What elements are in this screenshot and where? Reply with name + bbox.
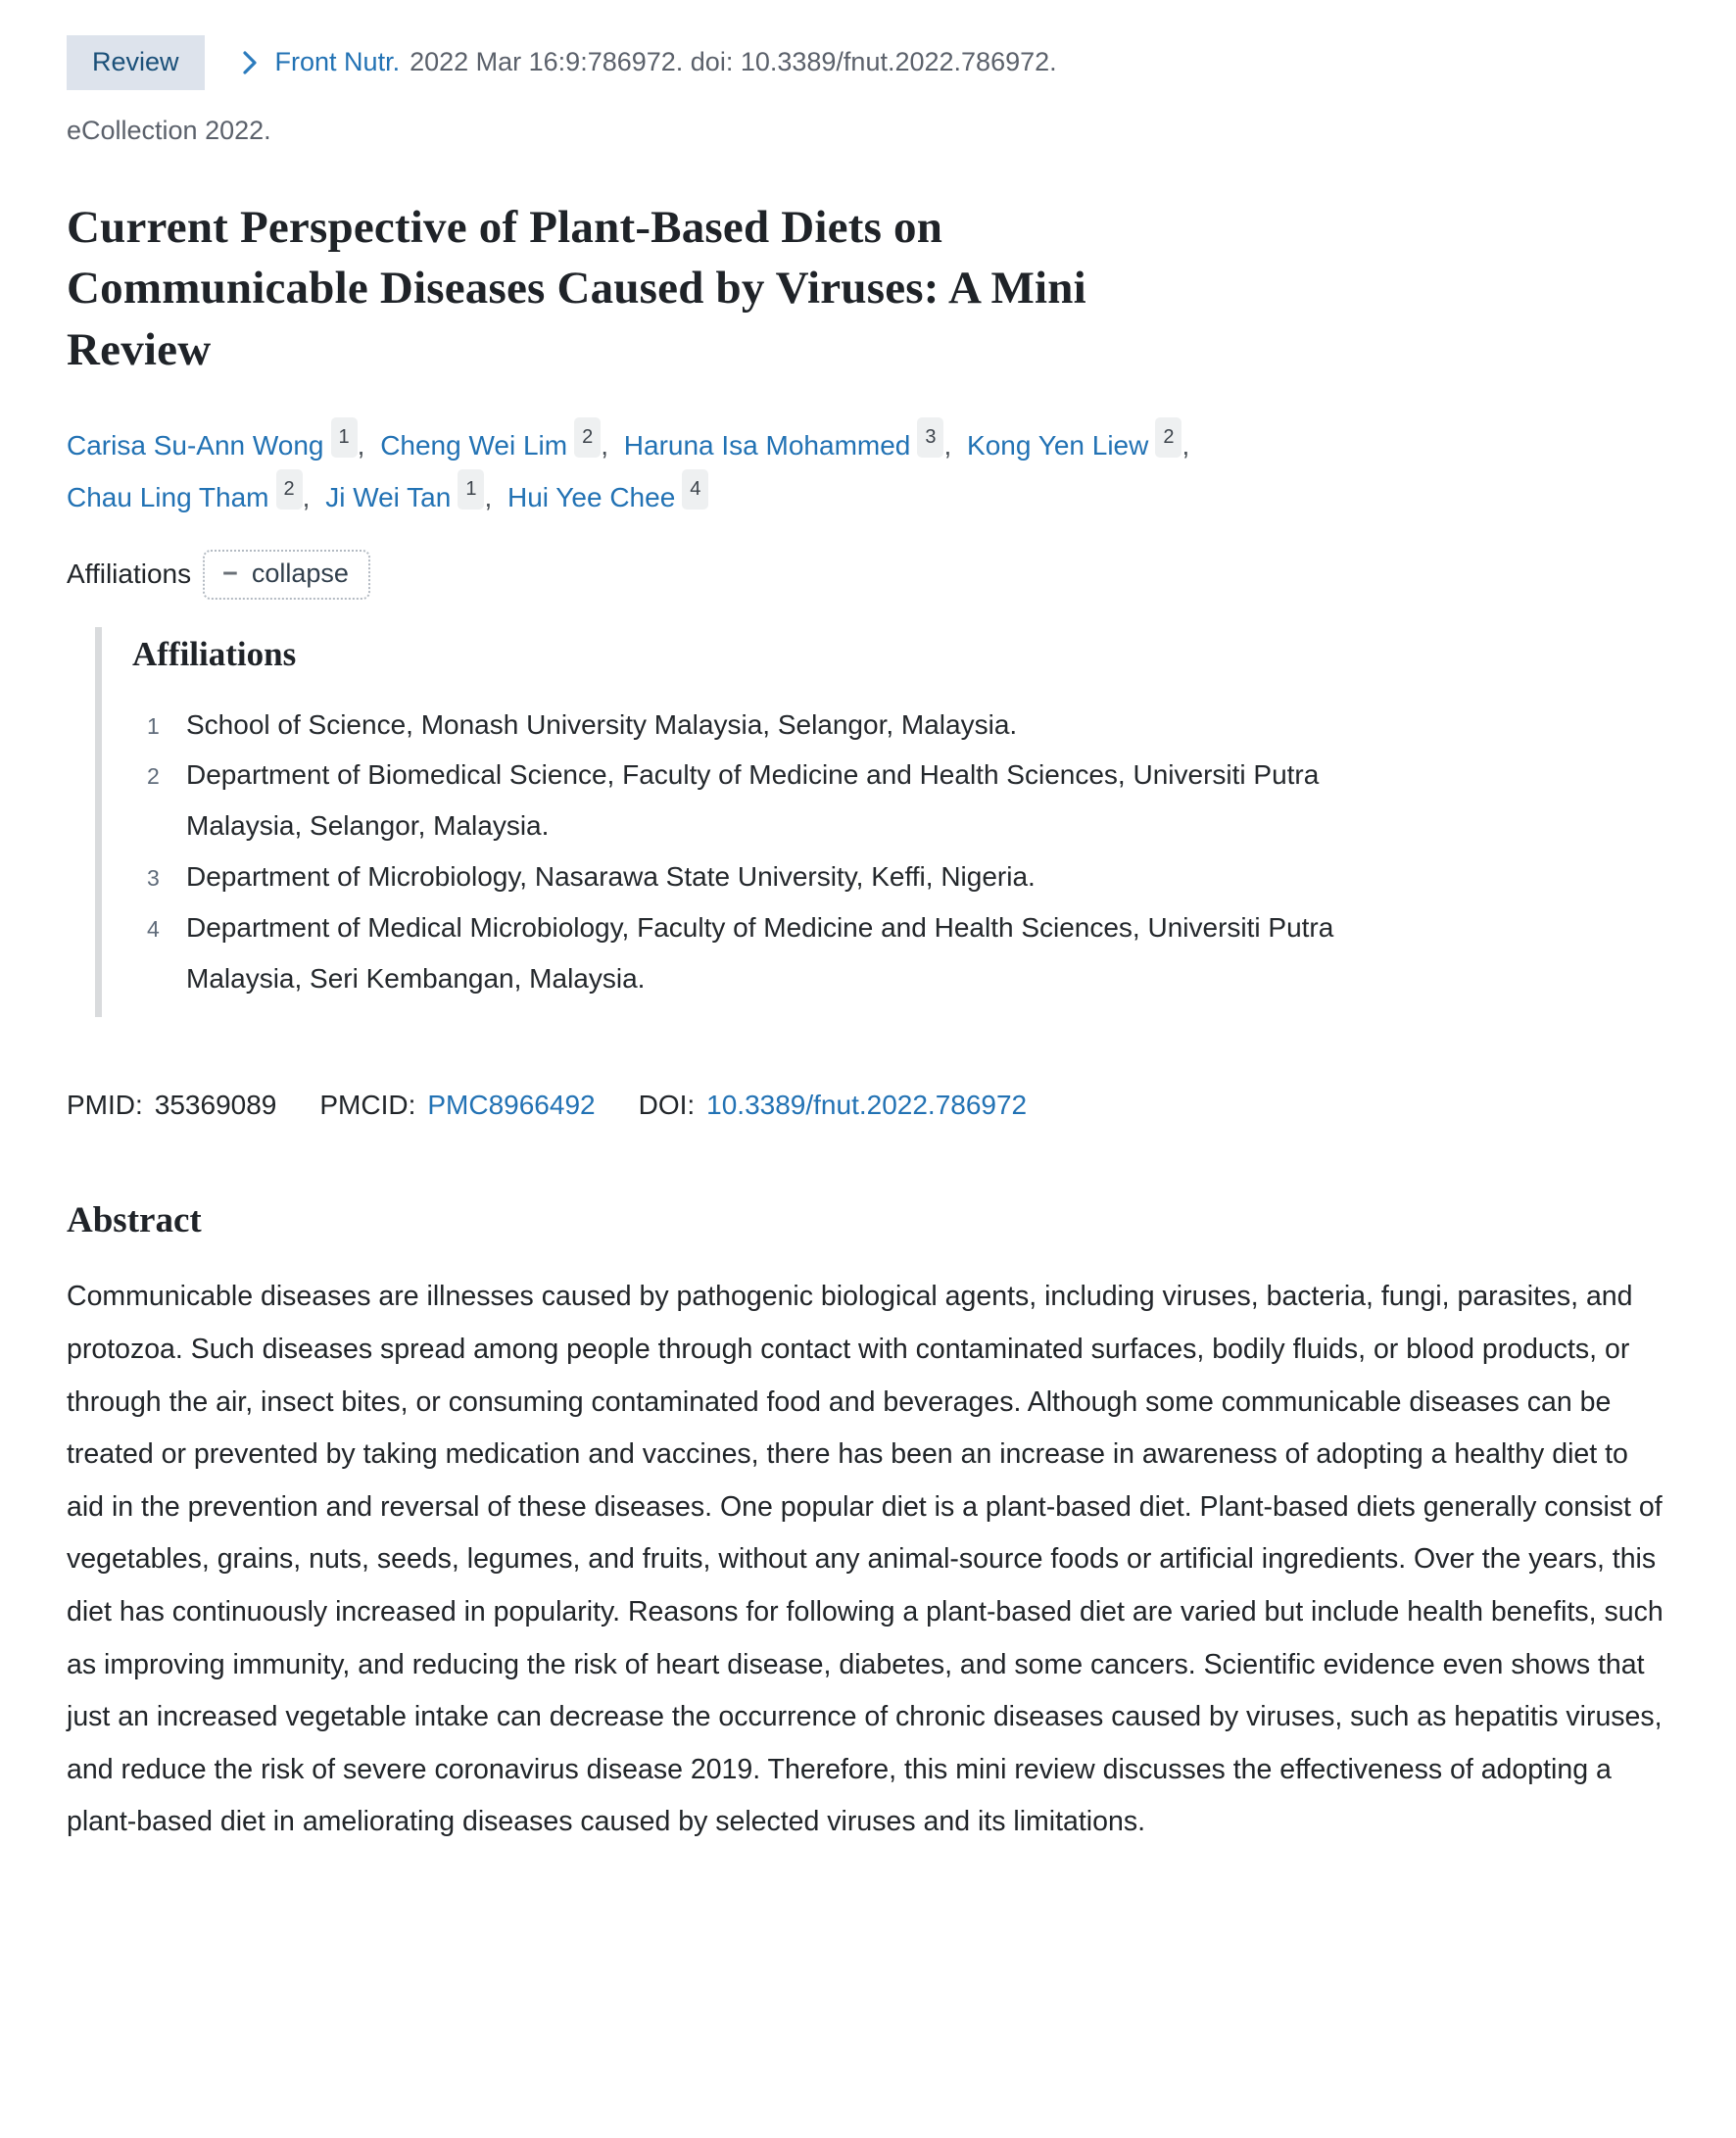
affiliation-item — [147, 902, 1669, 1004]
affiliation-item — [147, 851, 1669, 902]
affiliation-item — [147, 700, 1669, 751]
doi-link[interactable]: 10.3389/fnut.2022.786972 — [706, 1090, 1028, 1121]
author-link[interactable]: Hui Yee Chee — [507, 482, 676, 513]
citation-text: 2022 Mar 16:9:786972. doi: 10.3389/fnut.2022.786972. — [410, 47, 1057, 76]
affiliation-text: Department of Microbiology, Nasarawa State University, Keffi, Nigeria. — [186, 861, 1036, 893]
abstract-text: Communicable diseases are illnesses caused by pathogenic biological agents, including viruses, bacteria, fungi, parasites, and protozoa. Such diseases spread among people through contact with contaminated surfaces, bodily fluids, or blood products, or through the air, insect bites, or consuming contaminated food and beverages. Although some communicable diseases can be treated or prevented by taking medication and vaccines, there has been an increase in awareness of adopting a healthy diet to aid in the prevention and reversal of these diseases. One popular diet is a plant-based diet. Plant-based diets generally consist of vegetables, grains, nuts, seeds, legumes, and fruits, without any animal-source foods or artificial ingredients. Over the years, this diet has continuously increased in popularity. Reasons for following a plant-based diet are varied but include health benefits, such as improving immunity, and reducing the risk of heart disease, diabetes, and some cancers. Scientific evidence even shows that just an increased vegetable intake can decrease the occurrence of chronic diseases caused by viruses, such as hepatitis viruses, and reduce the risk of severe coronavirus disease 2019. Therefore, this mini review discusses the effectiveness of adopting a plant-based diet in ameliorating diseases caused by selected viruses and its limitations. — [67, 1281, 1664, 1838]
affiliations-list — [147, 700, 1669, 1004]
journal-link[interactable]: Front Nutr. — [274, 47, 401, 76]
identifiers-row — [67, 1090, 1669, 1121]
author-list — [67, 419, 1536, 523]
author-entry — [67, 426, 372, 462]
author-affiliation-sup[interactable]: 3 — [917, 417, 943, 458]
author-link[interactable]: Kong Yen Liew — [967, 430, 1149, 462]
citation-row — [67, 35, 1669, 90]
author-affiliation-sup[interactable]: 2 — [276, 469, 303, 510]
affiliation-number: 3 — [147, 865, 160, 892]
author-affiliation-sup[interactable]: 2 — [574, 417, 601, 458]
collapse-button-label: collapse — [251, 558, 349, 588]
author-affiliation-sup[interactable]: 4 — [682, 469, 708, 510]
author-entry — [325, 478, 500, 513]
pmid-value: 35369089 — [154, 1090, 277, 1121]
affiliation-text: Department of Biomedical Science, Faculty of Medicine and Health Sciences, Universiti Putra Malaysia, Selangor, Malaysia. — [186, 759, 1320, 842]
affiliation-number: 1 — [147, 712, 160, 739]
author-entry — [623, 426, 959, 462]
author-affiliation-sup[interactable]: 1 — [331, 417, 358, 458]
abstract-heading: Abstract — [67, 1200, 202, 1241]
author-entry — [380, 426, 616, 462]
affiliations-heading: Affiliations — [132, 634, 297, 673]
author-entry — [67, 478, 317, 513]
affiliation-item — [147, 750, 1669, 851]
pmcid-group — [319, 1090, 595, 1121]
chevron-right-icon — [238, 48, 262, 77]
affiliation-text: School of Science, Monash University Malaysia, Selangor, Malaysia. — [186, 708, 1018, 740]
author-affiliation-sup[interactable]: 2 — [1155, 417, 1181, 458]
minus-icon: − — [222, 558, 238, 588]
doi-group — [639, 1090, 1028, 1121]
author-link[interactable]: Chau Ling Tham — [67, 482, 269, 513]
author-affiliation-sup[interactable]: 1 — [458, 469, 484, 510]
affiliations-label: Affiliations — [67, 559, 192, 590]
author-separator: , — [943, 430, 952, 462]
publication-type-badge: Review — [67, 35, 205, 90]
author-entry — [507, 478, 716, 513]
author-entry — [967, 426, 1197, 462]
author-separator: , — [1181, 430, 1190, 462]
doi-label: DOI: — [638, 1090, 696, 1121]
author-separator: , — [601, 430, 608, 462]
author-link[interactable]: Ji Wei Tan — [325, 482, 452, 513]
pmid-group — [67, 1090, 276, 1121]
author-link[interactable]: Haruna Isa Mohammed — [623, 430, 911, 462]
pmcid-link[interactable]: PMC8966492 — [427, 1090, 596, 1121]
affiliation-number: 2 — [147, 763, 160, 790]
affiliation-text: Department of Medical Microbiology, Faculty of Medicine and Health Sciences, Universiti Putra Malaysia, Seri Kembangan, Malaysia. — [186, 911, 1334, 994]
affiliations-panel — [95, 627, 1669, 1018]
author-separator: , — [357, 430, 365, 462]
collapse-button[interactable] — [203, 550, 370, 600]
article-title: Current Perspective of Plant-Based Diets on Communicable Diseases Caused by Viruses: A Mini Review — [67, 201, 1086, 375]
author-separator: , — [302, 482, 311, 513]
pmcid-label: PMCID: — [319, 1090, 416, 1121]
author-link[interactable]: Cheng Wei Lim — [380, 430, 568, 462]
author-separator: , — [484, 482, 493, 513]
author-link[interactable]: Carisa Su-Ann Wong — [67, 430, 324, 462]
affiliation-number: 4 — [147, 915, 160, 942]
ecollection-text: eCollection 2022. — [67, 115, 271, 145]
pmid-label: PMID: — [67, 1090, 143, 1121]
affiliations-toggle-row — [67, 550, 1669, 600]
